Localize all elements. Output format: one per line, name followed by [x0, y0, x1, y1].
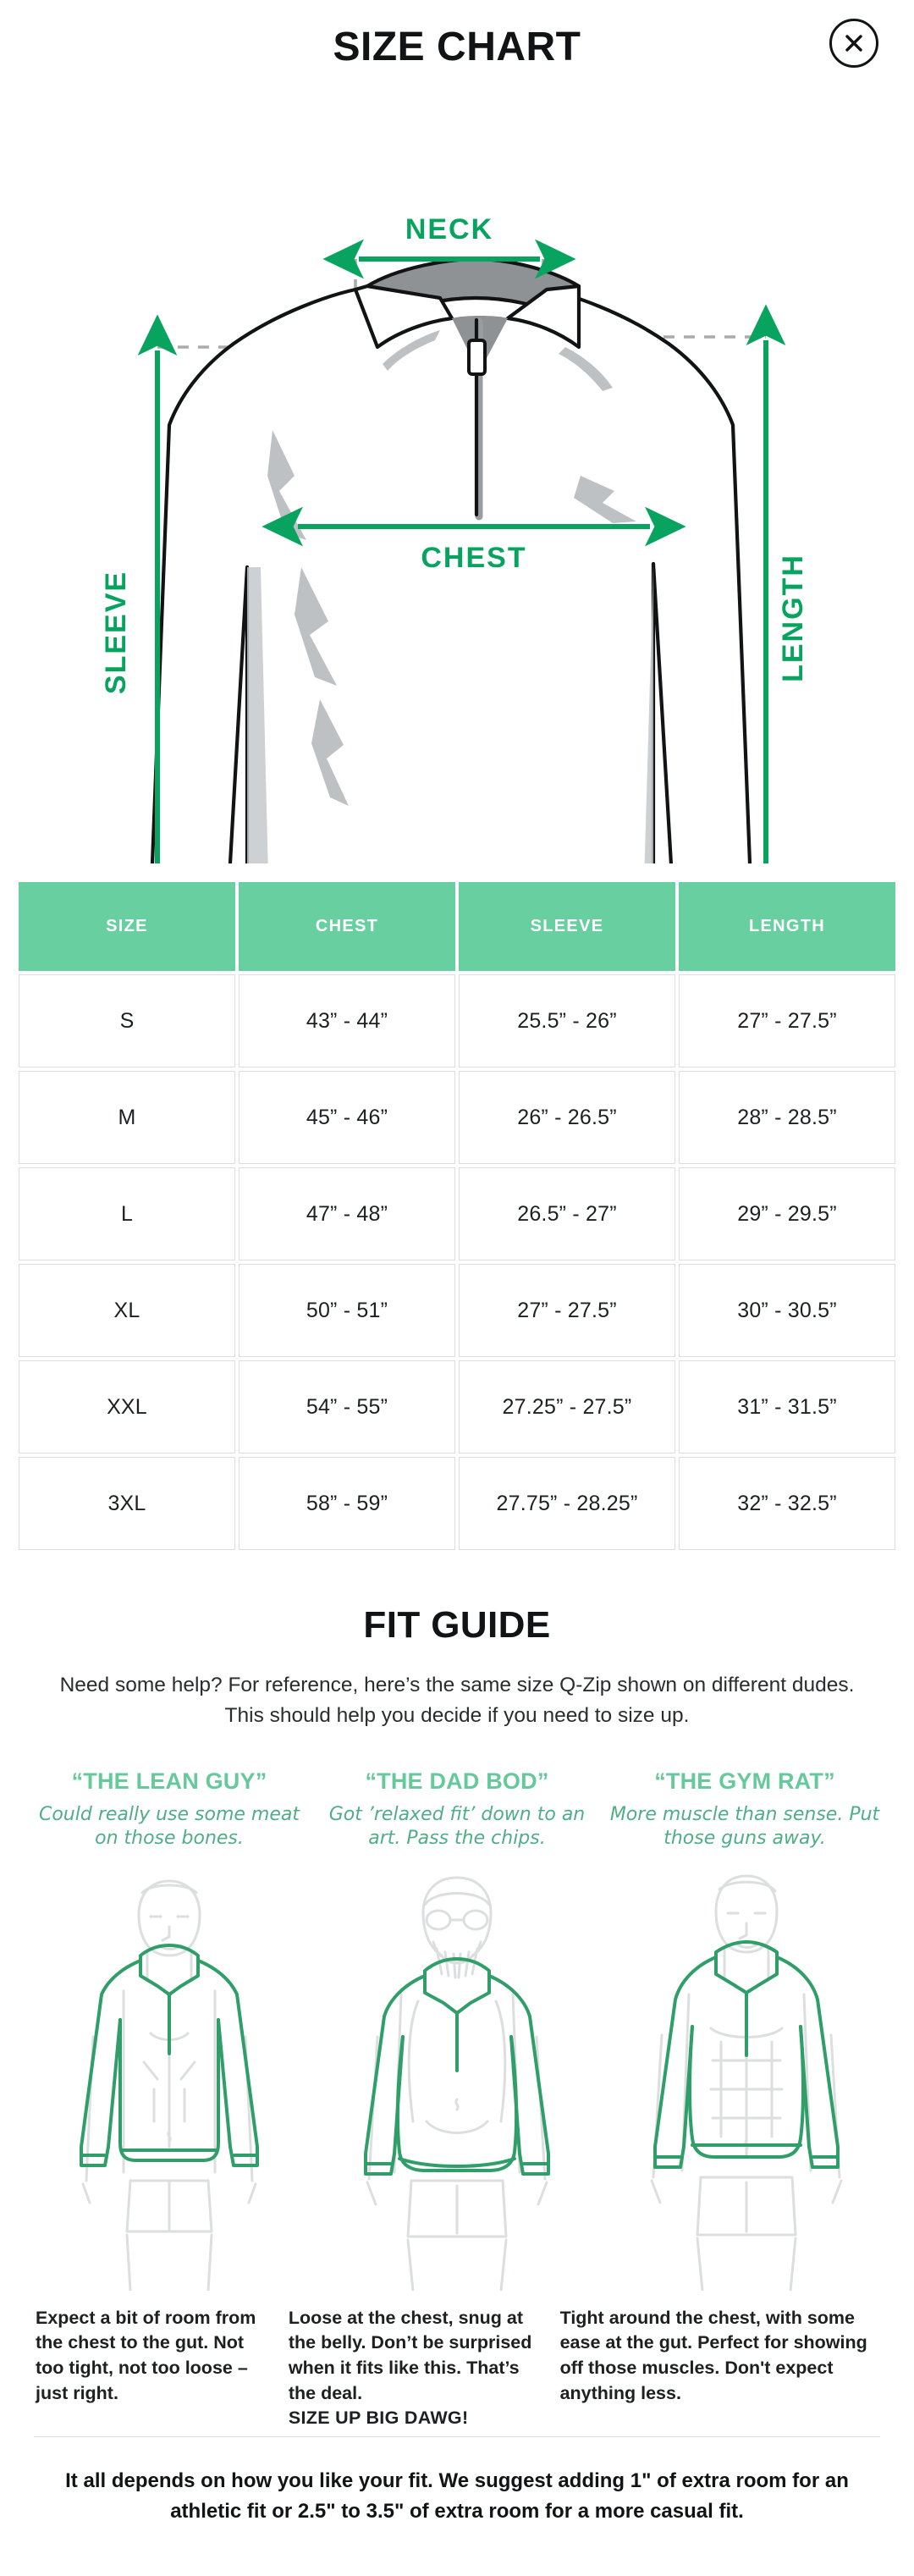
cell-length: 28” - 28.5”: [679, 1071, 895, 1164]
persona-tagline: Could really use some meat on those bones.: [38, 1803, 300, 1850]
persona-description: [550, 2291, 889, 2418]
size-table-section: [0, 863, 914, 1553]
table-header-row: [19, 882, 895, 971]
garment-diagram: [0, 93, 914, 863]
cell-size: M: [19, 1071, 235, 1164]
cell-sleeve: 25.5” - 26”: [459, 974, 675, 1067]
persona-description-shout: SIZE UP BIG DAWG!: [288, 2408, 469, 2429]
table-row: [19, 1264, 895, 1357]
svg-text:LENGTH: LENGTH: [777, 554, 809, 682]
table-row: [19, 1167, 895, 1260]
modal-header: [0, 0, 914, 93]
cell-length: 30” - 30.5”: [679, 1264, 895, 1357]
cell-chest: 43” - 44”: [239, 974, 455, 1067]
persona-description-list: [25, 2291, 889, 2431]
cell-chest: 45” - 46”: [239, 1071, 455, 1164]
cell-size: XL: [19, 1264, 235, 1357]
cell-length: 27” - 27.5”: [679, 974, 895, 1067]
table-row: [19, 1071, 895, 1164]
persona-lean-guy: [25, 1768, 313, 2291]
persona-title: “THE DAD BOD”: [365, 1768, 549, 1794]
gym-rat-figure: [608, 1867, 882, 2291]
dad-bod-figure: [320, 1867, 594, 2291]
persona-list: [25, 1768, 889, 2291]
persona-description-text: Tight around the chest, with some ease at the gut. Perfect for showing off those muscles. Don't expect anything less.: [559, 2307, 867, 2403]
persona-description: [278, 2291, 550, 2431]
column-header-chest: CHEST: [239, 882, 455, 971]
cell-size: S: [19, 974, 235, 1067]
cell-sleeve: 27.75” - 28.25”: [459, 1457, 675, 1550]
cell-size: 3XL: [19, 1457, 235, 1550]
persona-description-text: Expect a bit of room from the chest to the gut. Not too tight, not too loose – just right.: [36, 2307, 256, 2403]
footer-note: It all depends on how you like your fit. We suggest adding 1" of extra room for an athletic fit or 2.5" to 3.5" of extra room for a more casual fit.: [65, 2468, 849, 2523]
persona-description: [25, 2291, 278, 2418]
cell-sleeve: 27.25” - 27.5”: [459, 1360, 675, 1453]
persona-dad-bod: [313, 1768, 601, 2291]
svg-text:SLEEVE: SLEEVE: [100, 570, 132, 695]
table-row: [19, 1360, 895, 1453]
persona-tagline: More muscle than sense. Put those guns away.: [609, 1803, 880, 1850]
persona-tagline: Got ’relaxed fit’ down to an art. Pass the chips.: [328, 1803, 586, 1850]
svg-text:CHEST: CHEST: [421, 542, 527, 574]
cell-sleeve: 26” - 26.5”: [459, 1071, 675, 1164]
size-table: [15, 879, 899, 1553]
persona-title: “THE GYM RAT”: [654, 1768, 835, 1794]
close-icon[interactable]: [829, 19, 878, 68]
fit-guide-section: [0, 1553, 914, 2431]
table-row: [19, 974, 895, 1067]
page-title: SIZE CHART: [333, 24, 581, 69]
persona-description-text: Loose at the chest, snug at the belly. Don’t be surprised when it fits like this. That’s the deal.: [288, 2307, 532, 2403]
fit-guide-intro: Need some help? For reference, here’s the same size Q-Zip shown on different dudes. This should help you decide if you need to size up.: [59, 1674, 855, 1727]
column-header-size: SIZE: [19, 882, 235, 971]
cell-size: L: [19, 1167, 235, 1260]
persona-gym-rat: [601, 1768, 889, 2291]
cell-chest: 58” - 59”: [239, 1457, 455, 1550]
svg-text:NECK: NECK: [405, 213, 494, 245]
table-row: [19, 1457, 895, 1550]
cell-size: XXL: [19, 1360, 235, 1453]
cell-chest: 47” - 48”: [239, 1167, 455, 1260]
cell-length: 29” - 29.5”: [679, 1167, 895, 1260]
cell-length: 32” - 32.5”: [679, 1457, 895, 1550]
cell-chest: 54” - 55”: [239, 1360, 455, 1453]
column-header-length: LENGTH: [679, 882, 895, 971]
cell-sleeve: 27” - 27.5”: [459, 1264, 675, 1357]
column-header-sleeve: SLEEVE: [459, 882, 675, 971]
cell-chest: 50” - 51”: [239, 1264, 455, 1357]
fit-guide-title: FIT GUIDE: [363, 1604, 551, 1646]
cell-length: 31” - 31.5”: [679, 1360, 895, 1453]
lean-guy-figure: [32, 1867, 306, 2291]
cell-sleeve: 26.5” - 27”: [459, 1167, 675, 1260]
persona-title: “THE LEAN GUY”: [71, 1768, 267, 1794]
